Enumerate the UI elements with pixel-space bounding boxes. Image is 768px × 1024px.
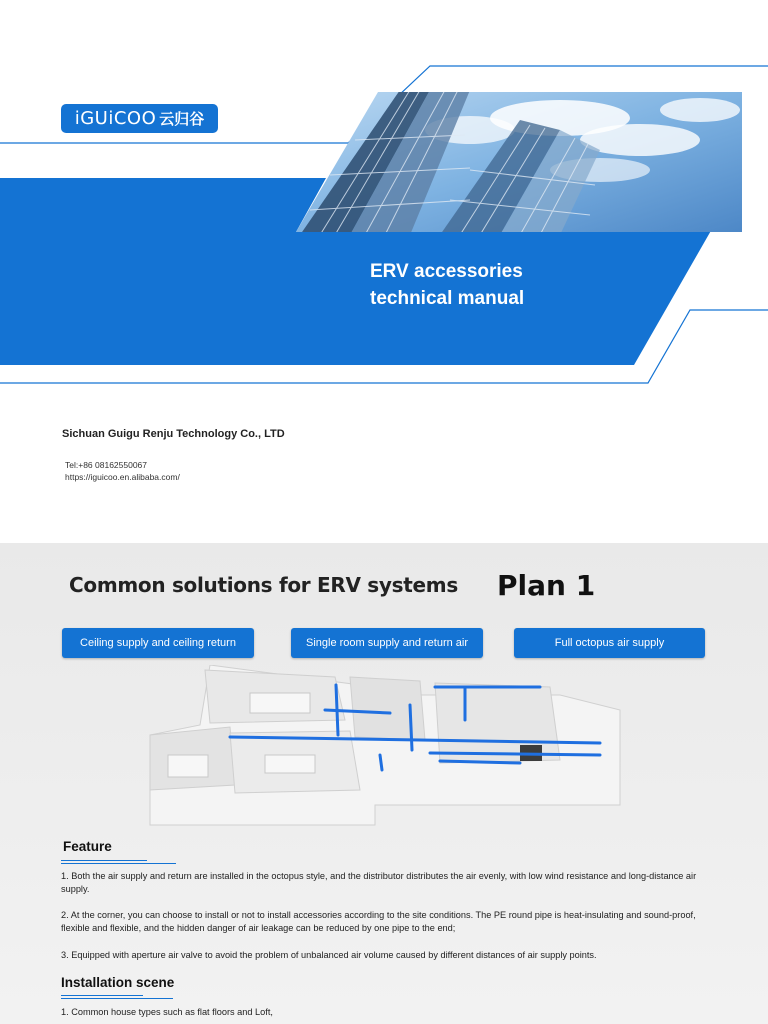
feature-heading: Feature [63, 839, 112, 854]
company-name: Sichuan Guigu Renju Technology Co., LTD [62, 428, 285, 440]
cover-title-line-2: technical manual [370, 288, 525, 309]
full-octopus-button[interactable]: Full octopus air supply [514, 628, 705, 658]
building-photo [290, 90, 750, 235]
room-bath [350, 677, 425, 740]
single-room-button[interactable]: Single room supply and return air [291, 628, 483, 658]
logo-text: iGUiCOO [74, 108, 157, 129]
cover-title [370, 258, 630, 312]
contact-info [65, 459, 180, 483]
feature-underline-2 [61, 863, 176, 864]
feature-underline [61, 860, 147, 861]
solutions-title: Common solutions for ERV systems [69, 573, 458, 597]
cover-title-line-1: ERV accessories [370, 261, 523, 282]
sofa-icon [265, 755, 315, 773]
feature-item-2: 2. At the corner, you can choose to install or not to install accessories according to the site conditions. The PE round pipe is heat-insulating and sound-proof, flexible and flexible, and the hidden danger of air leakage can be reduced by one pipe to the end; [61, 910, 696, 933]
feature-item-1: 1. Both the air supply and return are installed in the octopus style, and the distributor distributes the air evenly, with low wind resistance and long-distance air supply. [61, 871, 697, 894]
plan-title: Plan 1 [497, 569, 596, 602]
feature-item-3: 3. Equipped with aperture air valve to avoid the problem of unbalanced air volume caused by different distances of air supply points. [61, 950, 597, 960]
installation-underline-2 [61, 998, 173, 999]
house-duct-model [120, 665, 650, 835]
contact-url[interactable]: https://iguicoo.en.alibaba.com/ [65, 472, 180, 482]
company-logo [61, 104, 218, 133]
installation-item-1: 1. Common house types such as flat floors and Loft, [61, 1007, 273, 1017]
installation-underline [61, 995, 143, 996]
ceiling-supply-button[interactable]: Ceiling supply and ceiling return [62, 628, 254, 658]
bed-icon [250, 693, 310, 713]
contact-tel: Tel:+86 08162550067 [65, 460, 148, 470]
installation-heading: Installation scene [61, 975, 175, 990]
table-icon [168, 755, 208, 777]
logo-text-chinese: 云归谷 [159, 110, 205, 128]
